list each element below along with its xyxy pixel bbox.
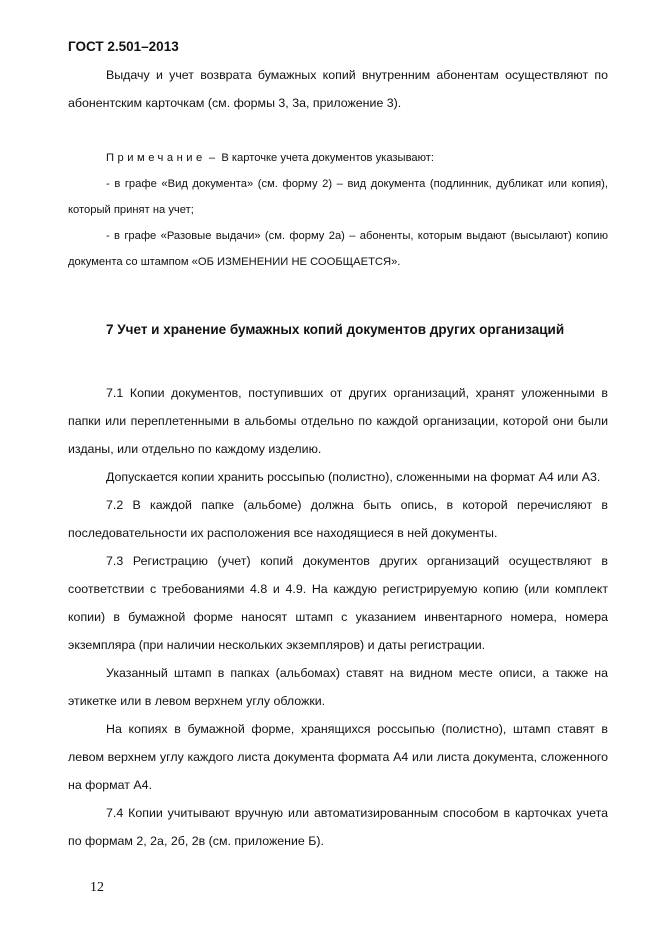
text-line: 7.4 Копии учитывают вручную или автоматизированным способом в карточках учета xyxy=(106,806,608,820)
note-dash: – xyxy=(208,152,216,164)
text-line: левом верхнем углу каждого листа документа формата А4 или листа документа, сложенного xyxy=(68,750,608,764)
text-line: папки или переплетенными в альбомы отдельно по каждой организации, которой они были xyxy=(68,414,608,428)
text-line: копии) в бумажной форме наносят штамп с указанием инвентарного номера, номера xyxy=(68,610,608,624)
note-label: Примечание xyxy=(106,152,206,164)
text-line: по формам 2, 2а, 2б, 2в (см. приложение Б). xyxy=(68,834,324,848)
text-line: этикетке или в левом верхнем углу обложки. xyxy=(68,694,326,708)
text-line: последовательности их расположения все находящиеся в ней документы. xyxy=(68,526,498,540)
text-line: абонентским карточкам (см. формы 3, 3а, приложение 3). xyxy=(68,96,402,110)
note-lead: В карточке учета документов указывают: xyxy=(221,152,435,164)
text-line: изданы, или отдельно по каждому изделию. xyxy=(68,442,322,456)
text-line: 7.1 Копии документов, поступивших от других организаций, хранят уложенными в xyxy=(106,386,608,400)
note-item-line: документа со штампом «ОБ ИЗМЕНЕНИИ НЕ СООБЩАЕТСЯ». xyxy=(68,256,401,268)
text-line: Допускается копии хранить россыпью (полистно), сложенными на формат А4 или А3. xyxy=(106,470,601,484)
paragraph-intro xyxy=(68,61,608,117)
text-line: 7.3 Регистрацию (учет) копий документов других организаций осуществляют в xyxy=(106,554,608,568)
paragraph-7-1 xyxy=(68,379,608,855)
document-header: ГОСТ 2.501–2013 xyxy=(68,39,179,54)
note-item-line: - в графе «Вид документа» (см. форму 2) – вид документа (подлинник, дубликат или копия), xyxy=(106,178,608,190)
text-line: на формат А4. xyxy=(68,778,153,792)
note-block xyxy=(68,145,608,275)
text-line: экземпляра (при наличии нескольких экземпляров) и даты регистрации. xyxy=(68,638,486,652)
note-item-line: - в графе «Разовые выдачи» (см. форму 2а) – абоненты, которым выдают (высылают) копию xyxy=(106,230,608,242)
text-line: На копиях в бумажной форме, хранящихся россыпью (полистно), штамп ставят в xyxy=(106,722,608,736)
text-line: Указанный штамп в папках (альбомах) ставят на видном месте описи, а также на xyxy=(106,666,608,680)
note-item-line: который принят на учет; xyxy=(68,204,194,216)
text-line: соответствии с требованиями 4.8 и 4.9. На каждую регистрируемую копию (или комплект xyxy=(68,582,608,596)
section-title: 7 Учет и хранение бумажных копий документов других организаций xyxy=(106,322,565,337)
text-line: Выдачу и учет возврата бумажных копий внутренним абонентам осуществляют по xyxy=(106,68,608,82)
page-number: 12 xyxy=(90,880,104,895)
text-line: 7.2 В каждой папке (альбоме) должна быть опись, в которой перечисляют в xyxy=(106,498,608,512)
